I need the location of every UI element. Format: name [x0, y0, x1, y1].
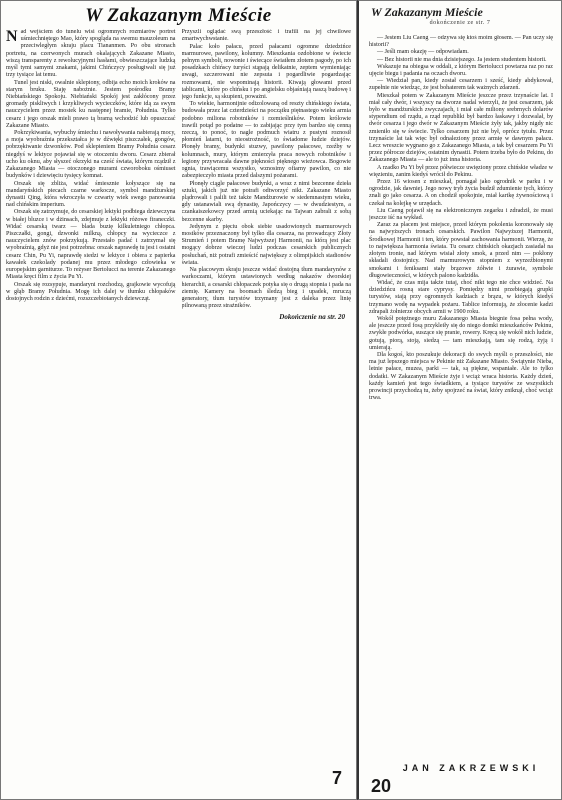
paragraph: Liu Caeng pojawił się na elektronicznym zegarku i zdradził, że musi jeszcze iść na wykład. [369, 207, 553, 222]
paragraph: Dla kogoś, kto poszukuje dekoracji do swych myśli o przeszłości, nie ma już lepszego miejsca w Pekinie niż Zakazane Miasto. Świątynie Nieba, letnie pałace, muzea, parki — tak, są piękne, wspaniałe. Ale to tylko dodatki. W Zakazanym Mieście żyje i wciąż wraca historia. Każdy dzień, każdy kamień jest tego świadkiem, a tysiące turystów ze wszystkich prowincji przychodzą tu, żeby spojrzeć na świat, który zniknął, choć wciąż trwa. [369, 351, 553, 402]
article-column-2 [182, 29, 352, 785]
paragraph: A rzadko Pu Yi był przez półwiecze uwięziony przez chińskie władze w więzieniu, zanim kiedyś wrócił do Pekinu. [369, 164, 553, 178]
paragraph: Wskazuje na obiegsa w oddali, z którym Bertolucci powtarza raz po raz ujęcie biegu i padania na oczach dworu. [369, 63, 553, 78]
paragraph: Przyszli oglądać swą przeszłość i trafili na jej chwilowe zmartwychwstanie. [181, 29, 351, 43]
paragraph: Płonęły ciągle pałacowe budynki, a wraz z nimi bezcenne dzieła sztuki, jakich już nie potrafi odtworzyć nikt. Zakazane Miasto plądrowali i palili też także Mandżurowie w siedemnastym wieku, gdy ustanawiali swą dynastię, Japończycy — w dwudziestym, a czankaiszekowcy przed armią uciekając na Tajwan zabrali z sobą bezcenne skarby. [181, 180, 351, 223]
article-clipping-page-20 [357, 0, 562, 800]
paragraph: Palac koło pałacu, przed pałacami ogromne dziedzińce marmurowe, pawilony, kolumny. Mieszkania ozdobione w świecie pełnym symboli, nowonie i świecące światłem złotem pagody, po ich posadzkach chińscy turyści stąpają delikatnie, zeptem wymieniając uwagi, szczerowani nie zepsuta i pogardliwie pogardzając rozmowami, nie wspominają historii. Kiwają głowami przed tablicami, które po chińsku i po angielsku objaśniają naszą budowę i jego funkcje, są skupieni, poważni. [181, 43, 351, 100]
author-byline: JAN ZAKRZEWSKI [402, 763, 540, 773]
paragraph: Przez 16 wiosen z mieszkał, pomagał jako ogrodnik w parku i w ogrodzie, jak dawniej. Jego nowy tryb życia budził zdumienie tych, którzy znali go jako cesarza. A on chodził spokojnie, miał kartkę żywnościową i czekał na kolejkę w urzędach. [369, 179, 553, 207]
paragraph: Na placowym skraju jeszcze widać dostojną tłum mandarynów z warkoczami, którym ustawionych według nakazów dworskiej hierarchii, a cesarski chłopaczek potyka się o drugą stopnia i pada na ziemię. Kamery na boomach śledzą bieg i upadek, mruczą generatory, tłum turystów trzymany jest z daleka przez linię pilnowaną przez strażników. [181, 267, 351, 310]
paragraph: Widać, że czas mija także tutaj, choć nikt tego nie chce widzieć. Na dziedzińcu rosną stare cyprysy. Pomiędzy nimi przebiegają grupki turystów, stają przy ogromnych kadziach z brązu, w których kiedyś trzymano wodę na wypadek pożaru. Tablice informują, że złocenie kadzi zdrapali żołnierze obcych armii w 1900 roku. [369, 279, 553, 315]
paragraph: — Wiedział pan, kiedy został cesarzem i sześć, kiedy abdykował, zupełnie nie wiedząc, że jest bohaterem tak ważnych zdarzeń. [369, 78, 553, 92]
page-number: 20 [371, 776, 392, 796]
paragraph [6, 29, 176, 79]
page-number: 7 [331, 768, 342, 788]
drop-cap: N [6, 29, 18, 45]
paragraph-text: ad wejściem do tunelu wisi ogromnych rozmiarów portret uśmiechniętego Mao, który spogląda na swemu mauzoleum na przeciwległym skraju placu Tiananmen. Po obu stronach portretu, na czerwonych murach okalających Zakazane Miasto, wiszą transparenty z rewolucyjnymi hasłami, obwieszczające ludzką myśl tymi samymi znakami, jakimi Chińczycy posługiwali się już trzy tysiące lat temu. [6, 29, 176, 79]
continued-from-note: dokończenie ze str. 7 [429, 20, 491, 26]
paragraph: Tunel jest niski, owalnie sklepiony, odbija echo moich kroków na starym bruku. Staję nabożnie. Jestem pośrodku Bramy Niebiańskiego Spokoju. Niebiański Spokój jest zakłócony przez gromady piskliwych i krzykliwych wycieczków, które idą za swym nauczycielem przez mostek ku następnej bramie, Południa. Tylko cesarz i jego orszak mieli prawo tą bramą wchodzić lub opuszczać Zakazane Miasto. [6, 79, 176, 129]
paragraph: Orszak się zatrzymuje, do cesarskiej lektyki podbiega dziewczyna w białej bluzce i w dżinsach, zdejmuje z lektyki różowe firaneczki. Widać cesarską twarz — blada buzię kilkuletniego chłopca. Piszczałki, gongi, dzwonki milkną, chłopcy na wycieczce z nauczycielem znów pokrzykują. Przestało padać i zatrzymał się wyobraźnią, gdyż nie jest potrzebna: orszak naprawdę tu jest i ostatni cesarz Chin, Pu Yi, naprawdę siedzi w lektyce i obiera z papierka kawałek czekolady podanej mu przez młodego człowieka w europejskim garniturze. To reżyser Bertolucci na terenie Zakazanego Miasta kręci film z życia Pu Yi. [6, 209, 176, 281]
paragraph: Zaraz za placem jest miejsce, przed którym pokolenia koronowały się na najwyższych tronach cesarskich. Pawilon Najwyższej Harmonii, Środkowej Harmonii i ten, który powstał zachowania harmonii. Wierzę, że to największa harmonia świata. Tu cesarz chińskich okazjach zasiadał na złotym tronie, nad którym wisiał złoty smok, a przed nim — pokłony składali dostojnicy. Nad marmurowym stopniem z wyrzeźbionymi smokami i feniksami stały brązowe żółwie i żurawie, symbole długowieczności, w których palono kadzidła. [369, 222, 553, 279]
paragraph: Mieszkał potem w Zakazanym Mieście jeszcze przez trzynaście lat. I miał cały dwór, i wszyscy na dworze nadal wierzyli, że jest cesarzem, jak było w mandżurskich zwyczajach, i miał całe miliony srebrnych dolarów stypendium od rządu, a rząd republiki był bardzo łaskawy i dozwalał, by dwór cesarza i jego dwór w Zakazanym Mieście żyły tak, jakby nigdy nic zmieniło się w świecie. Tylko cesarzem już nie był, oprócz tytułu. Przez trzynaście lat tak więc był odnaleziony przez armię w dawnym pałacu. Lecz wreszcie wygnano go z Zakazanego Miasta, a tak był cesarzem Pu Yi przez półrocze dziejów, ostatnim dynastii. Potem trzeba było do Pekinu, do Zakazanego Miasta — ale to już inna historia. [369, 92, 553, 164]
article-column-1 [6, 29, 176, 785]
article-column [369, 35, 553, 739]
paragraph: — Jestem Liu Caeng — odzywa się ktoś moim głosem. — Pan uczy się historii? [369, 35, 553, 49]
paragraph: Jedynym z pięciu obok siebie usadowionych marmurowych mostków przeznaczony był tylko dla cesarza, na prowadzący Złoty Strumień i potem Bramę Najwyższej Harmonii, na którą jest plac mogący dobrze wieczej ludzi podczas cesarskich publicznych posłuchań, niż potrafi zmieścić największy z olimpijskich stadionów świata. [181, 223, 351, 266]
paragraph: Pokrzykiwania, wybuchy śmiechu i nawoływania nabierają mocy, a moja wyobraźnia przekształca je w dźwięki piszczałek, gongów, pobrzękiwanie dzwonków. Pod sklepieniem Bramy Południa cesarz niegdyś w lektyce pojawiał się w otoczeniu dworu. Cesarz zbierał ucho ku oknu, aby słyszeć okrzyki na cześć świata, którym rządził z Zakazanego Miasta — otoczonego murami czworoboku ośmiuset budynków i dziewięciu tysięcy komnat. [6, 130, 176, 180]
paragraph: — Jeśli mam okazję — odpowiadam. [377, 49, 469, 56]
article-title: W Zakazanym Mieście [371, 5, 483, 19]
paragraph: Orszak się zbliża, widać śmiesznie kołyszące się na mandaryńskich piecach czarne warkocze, symbol mandżurskiej dynastii Qing, która wkroczyła w czwarty wiek swego panowania nad chińskim imperium. [6, 180, 176, 209]
continued-note: Dokończenie na str. 20 [279, 313, 345, 322]
paragraph: Orszak się rozsypuje, mandaryni rozchodzą, grajkowie wycofują w głąb Bramy Południa. Mogę ich dalej w tłumku chłopaków dostojnych rodzin z dziećmi, rozszczebiotanych dziewcząt. [6, 281, 176, 302]
article-columns [6, 29, 351, 785]
paragraph: — Bez historii nie ma dnia dzisiejszego. Ja jestem studentem historii. [377, 56, 547, 63]
paragraph: To wiekie, harmonijnie odizolowaną od reszty chińskiego świata, budowała przez lat czterdzieści na początku piętnastego wieku armia podobno miliona robotników i rzemieślników. Potem królowie trawili potąd po podatne — to zabijając przy tym bardzo się cenną rzeczą, to ponoć, to nagle podmuch wiatru z pustyni roznosił płomień latarni, to nieostrożność, to świadome łudzie dziejów. Płonęły bramy, budynki stuzwy, pawilony pałacowe, rzeźby w kolumnach, mury, którym zmierzyła praca nowych robotników i legiony przywracała dawne piękności pięknego wieżowca. Bogowie ognia, trawiącemu wszystko, wznosimy ofiarny pawilon, co nie zabezpieczyło miasta przed dalszymi pożarami. [181, 101, 351, 180]
article-title: W Zakazanym Mieście [85, 5, 272, 26]
paragraph: Wokół potężnego muru Zakazanego Miasta biegnie fosa pełna wody, ale jeszcze przed fosą przykleiły się do niego domki mieszkańców Pekinu, zwykłe podwórka, suszące się pranie, rowery. Kręcą się wokół nich ludzie, gotują, piorą, stoją, siedzą — tam mieszkają, tam się rodzą, żyją i umierają. [369, 315, 553, 351]
